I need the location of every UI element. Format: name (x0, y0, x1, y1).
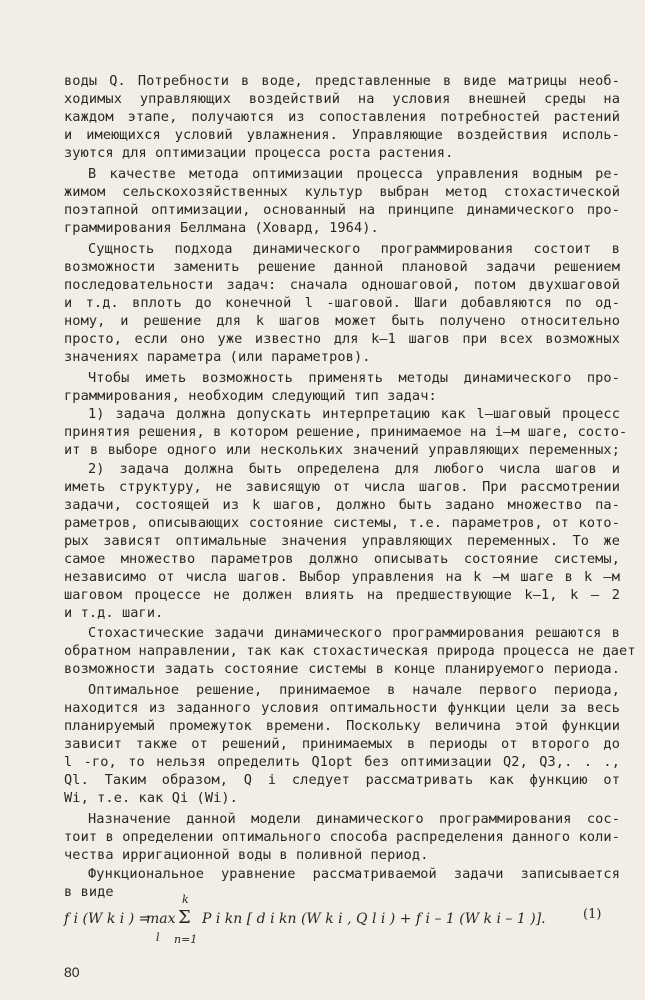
text-line: находится из заданного условия оптимальности функции цели за весь (64, 700, 620, 716)
text-line: чества ирригационной воды в поливной период. (64, 847, 429, 863)
text-line: граммирования Беллмана (Ховард, 1964). (64, 220, 379, 236)
text-line: обратном направлении, так как стохастическая природа процесса не дает (64, 643, 636, 659)
text-line: раметров, описывающих состояние системы, т.е. параметров, от кото- (64, 515, 620, 531)
text-line: В качестве метода оптимизации процесса управления водным ре- (88, 166, 620, 182)
text-line: ному, и решение для k шагов может быть получено относительно (64, 313, 620, 329)
formula-sum-lower: n=1 (174, 933, 198, 946)
text-line: Сущность подхода динамического программирования состоит в (88, 241, 620, 257)
formula-sum-symbol: Σ (178, 907, 191, 928)
text-line: граммирования, необходим следующий тип задач: (64, 388, 437, 404)
page-number: 80 (64, 964, 80, 980)
text-line: воды Q. Потребности в воде, представленные в виде матрицы необ- (64, 73, 620, 89)
text-line: и имеющихся условий увлажнения. Управляющие воздействия исполь- (64, 127, 620, 143)
text-line: возможности заменить решение данной плановой задачи решением (64, 259, 620, 275)
text-line: тоит в определении оптимального способа распределения данного коли- (64, 829, 620, 845)
text-line: 2) задача должна быть определена для любого числа шагов и (88, 461, 620, 477)
text-line: шаговом процессе не должен влиять на предшествующие k–1, k – 2 (64, 587, 620, 603)
text-line: принятия решения, в котором решение, принимаемое на i–м шаге, состо- (64, 424, 628, 440)
text-line: каждом этапе, получаются из сопоставления потребностей растений (64, 109, 620, 125)
text-line: Чтобы иметь возможность применять методы динамического про- (88, 370, 620, 386)
text-line: l -го, то нельзя определить Q1opt без оптимизации Q2, Q3,. . ., (64, 754, 620, 770)
text-line: Стохастические задачи динамического программирования решаются в (88, 625, 620, 641)
text-line: ходимых управляющих воздействий на условия внешней среды на (64, 91, 620, 107)
text-line: Назначение данной модели динамического программирования сос- (88, 811, 620, 827)
text-line: жимом сельскохозяйственных культур выбран метод стохастической (64, 184, 620, 200)
text-line: Оптимальное решение, принимаемое в начале первого периода, (88, 682, 620, 698)
text-line: Ql. Таким образом, Q i следует рассматривать как функцию от (64, 772, 620, 788)
text-line: значениях параметра (или параметров). (64, 349, 371, 365)
text-line: планируемый промежуток времени. Поскольку величина этой функции (64, 718, 620, 734)
functional-equation (64, 893, 564, 953)
text-line: возможности задать состояние системы в конце планируемого периода. (64, 661, 620, 677)
text-line: Функциональное уравнение рассматриваемой задачи записывается (88, 866, 620, 882)
text-line: ит в выборе одного или нескольких значений управляющих переменных; (64, 442, 620, 458)
text-line: самое множество параметров должно описывать состояние системы, (64, 551, 620, 567)
text-line: 1) задача должна допускать интерпретацию как l–шаговый процесс (88, 406, 620, 422)
formula-max: max (146, 911, 176, 927)
formula-body: P i kn [ d i kn (W k i , Q l i ) + f i – 1 (W k i – 1 )]. (202, 911, 546, 927)
text-line: задачи, состоящей из k шагов, должно быть задано множество па- (64, 497, 620, 513)
formula-sum-upper: k (182, 893, 189, 906)
text-line: рых зависят оптимальные значения управляющих переменных. То же (64, 533, 620, 549)
text-line: иметь структуру, не зависящую от числа шагов. При рассмотрении (64, 479, 620, 495)
formula-max-subscript: l (156, 931, 160, 944)
text-line: поэтапной оптимизации, основанный на принципе динамического про- (64, 202, 620, 218)
text-line: последовательности задач: сначала одношаговой, потом двухшаговой (64, 277, 620, 293)
text-line: и т.д. вплоть до конечной l -шаговой. Шаги добавляются по од- (64, 295, 620, 311)
text-line: зуются для оптимизации процесса роста растения. (64, 145, 454, 161)
formula-lhs: f i (W k i ) = (64, 911, 151, 927)
text-line: зависит также от решений, принимаемых в периоды от второго до (64, 736, 620, 752)
text-line: независимо от числа шагов. Выбор управления на k –м шаге в k –м (64, 569, 620, 585)
text-line: и т.д. шаги. (64, 605, 164, 621)
equation-number: (1) (583, 907, 602, 922)
text-line: просто, если оно уже известно для k–1 шагов при всех возможных (64, 331, 620, 347)
text-line: в виде (64, 884, 114, 900)
text-line: Wi, т.е. как Qi (Wi). (64, 790, 238, 806)
